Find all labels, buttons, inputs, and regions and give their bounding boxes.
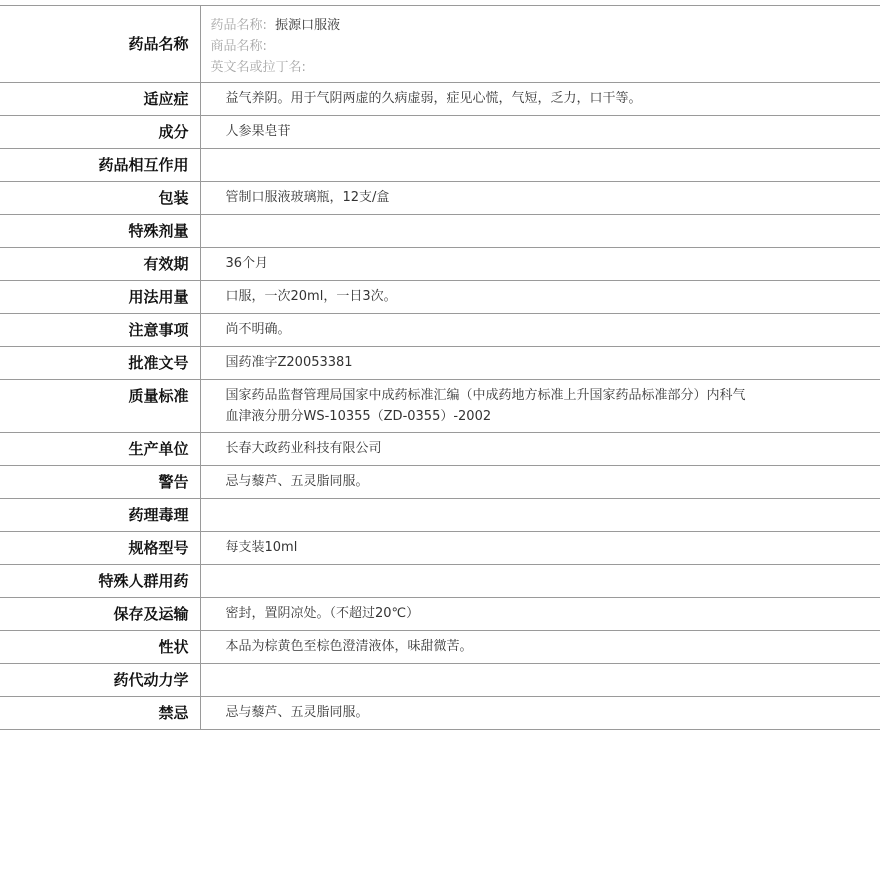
- row-label: 药代动力学: [0, 664, 200, 697]
- row-special-populations: [0, 565, 880, 598]
- row-warning: [0, 466, 880, 499]
- row-label: 有效期: [0, 248, 200, 281]
- row-value: 国药准字Z20053381: [225, 355, 353, 370]
- row-approval-number: [0, 347, 880, 380]
- row-value: [200, 499, 880, 532]
- row-specification: [0, 532, 880, 565]
- row-special-dosage: [0, 215, 880, 248]
- row-value: 每支装10ml: [225, 540, 298, 555]
- row-pharmacokinetics: [0, 664, 880, 697]
- row-label: 警告: [0, 466, 200, 499]
- row-quality-standard: [0, 380, 880, 433]
- trade-name-line: [211, 36, 880, 57]
- row-value: 人参果皂苷: [225, 124, 291, 139]
- row-label: 药理毒理: [0, 499, 200, 532]
- row-value: 益气养阴。用于气阴两虚的久病虚弱，症见心慌，气短，乏力，口干等。: [225, 91, 642, 106]
- row-label: 适应症: [0, 83, 200, 116]
- row-indications: [0, 83, 880, 116]
- row-value: 密封，置阴凉处。（不超过20℃）: [225, 606, 420, 621]
- generic-name-value: 振源口服液: [275, 18, 341, 33]
- row-packaging: [0, 182, 880, 215]
- row-value: 管制口服液玻璃瓶，12支/盒: [225, 190, 390, 205]
- row-manufacturer: [0, 433, 880, 466]
- row-value: 口服，一次20ml，一日3次。: [225, 289, 397, 304]
- row-dosage: [0, 281, 880, 314]
- row-label: 生产单位: [0, 433, 200, 466]
- row-label: 注意事项: [0, 314, 200, 347]
- row-value: [200, 149, 880, 182]
- row-contraindications: [0, 697, 880, 730]
- name-value-cell: [200, 6, 880, 83]
- drug-info-table: [0, 5, 880, 730]
- row-label: 成分: [0, 116, 200, 149]
- row-description: [0, 631, 880, 664]
- row-interactions: [0, 149, 880, 182]
- row-value: [200, 565, 880, 598]
- generic-name-line: [211, 15, 880, 36]
- row-label: 用法用量: [0, 281, 200, 314]
- row-drug-name: [0, 6, 880, 83]
- row-label: 特殊剂量: [0, 215, 200, 248]
- row-value: 长春大政药业科技有限公司: [225, 441, 382, 456]
- trade-name-label: 商品名称:: [210, 39, 267, 54]
- row-label: 禁忌: [0, 697, 200, 730]
- row-value: 忌与藜芦、五灵脂同服。: [225, 705, 369, 720]
- row-precautions: [0, 314, 880, 347]
- row-ingredients: [0, 116, 880, 149]
- row-value: 忌与藜芦、五灵脂同服。: [225, 474, 369, 489]
- english-name-line: [211, 57, 880, 78]
- row-storage: [0, 598, 880, 631]
- row-value: 本品为棕黄色至棕色澄清液体，味甜微苦。: [225, 639, 473, 654]
- row-label: 保存及运输: [0, 598, 200, 631]
- row-label: 质量标准: [0, 380, 200, 433]
- row-label: 批准文号: [0, 347, 200, 380]
- row-pharmacology: [0, 499, 880, 532]
- row-value: 36个月: [225, 256, 269, 271]
- row-value-line: 血津液分册分WS-10355（ZD-0355）-2002: [225, 409, 492, 424]
- generic-name-label: 药品名称:: [210, 18, 267, 33]
- row-label: 性状: [0, 631, 200, 664]
- row-label: 规格型号: [0, 532, 200, 565]
- row-value-line: 国家药品监督管理局国家中成药标准汇编（中成药地方标准上升国家药品标准部分）内科气: [225, 388, 746, 403]
- english-name-label: 英文名或拉丁名:: [210, 60, 306, 75]
- row-value: [200, 215, 880, 248]
- row-label: 包装: [0, 182, 200, 215]
- row-label: 药品相互作用: [0, 149, 200, 182]
- row-shelf-life: [0, 248, 880, 281]
- row-value: [200, 380, 880, 433]
- row-label: 药品名称: [0, 6, 200, 83]
- row-value: 尚不明确。: [225, 322, 291, 337]
- row-value: [200, 664, 880, 697]
- row-label: 特殊人群用药: [0, 565, 200, 598]
